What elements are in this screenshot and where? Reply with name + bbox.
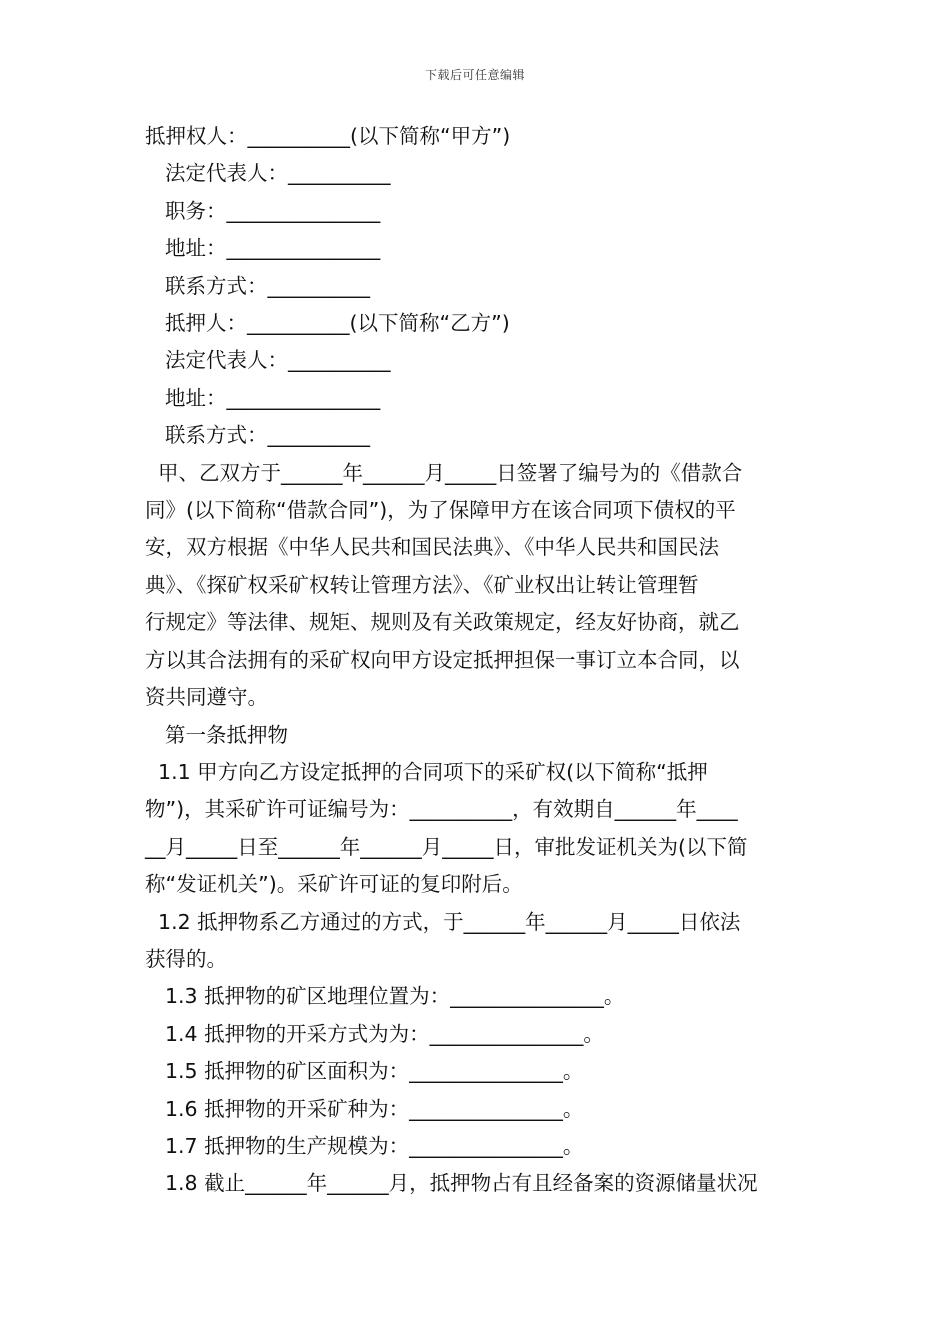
preamble-line: 行规定》等法律、规矩、规则及有关政策规定，经友好协商，就乙 bbox=[145, 610, 740, 635]
clause-1-1-line: 物”)，其采矿许可证编号为：__________，有效期自______年____ bbox=[145, 797, 738, 822]
clause-1-8: 1.8 截止______年______月，抵押物占有且经备案的资源储量状况 bbox=[165, 1171, 758, 1196]
clause-1-4: 1.4 抵押物的开采方式为为：_______________。 bbox=[165, 1021, 604, 1046]
clause-1-1-line: 称“发证机关”)。采矿许可证的复印附后。 bbox=[145, 872, 523, 897]
header-note: 下载后可任意编辑 bbox=[424, 68, 525, 82]
preamble-line: 方以其合法拥有的采矿权向甲方设定抵押担保一事订立本合同，以 bbox=[145, 647, 740, 672]
party-line-position-a: 职务：_______________ bbox=[165, 198, 381, 223]
party-line-contact-a: 联系方式：__________ bbox=[165, 273, 370, 298]
preamble-line: 同》(以下简称“借款合同”)，为了保障甲方在该合同项下债权的平 bbox=[145, 498, 736, 523]
party-line-contact-b: 联系方式：__________ bbox=[165, 423, 370, 448]
clause-1-1-line: 1.1 甲方向乙方设定抵押的合同项下的采矿权(以下简称“抵押 bbox=[145, 759, 708, 784]
clause-1-5: 1.5 抵押物的矿区面积为：_______________。 bbox=[165, 1059, 584, 1084]
clause-1-3: 1.3 抵押物的矿区地理位置为：_______________。 bbox=[165, 984, 625, 1009]
contract-body bbox=[145, 118, 809, 1203]
party-line-address-a: 地址：_______________ bbox=[165, 236, 381, 261]
article-title: 第一条抵押物 bbox=[165, 722, 288, 747]
preamble-line: 典》、《探矿权采矿权转让管理方法》、《矿业权出让转让管理暂 bbox=[145, 572, 699, 597]
party-line-mortgagee: 抵押权人：__________(以下简称“甲方”) bbox=[145, 124, 511, 148]
clause-1-6: 1.6 抵押物的开采矿种为：_______________。 bbox=[165, 1096, 584, 1121]
clause-1-2-line: 1.2 抵押物系乙方通过的方式，于______年______月_____日依法 bbox=[145, 909, 741, 934]
clause-1-2-line: 获得的。 bbox=[145, 946, 227, 971]
preamble-line: 资共同遵守。 bbox=[145, 685, 268, 710]
party-line-address-b: 地址：_______________ bbox=[165, 385, 381, 410]
party-line-mortgagor: 抵押人：__________(以下简称“乙方”) bbox=[165, 311, 510, 336]
party-line-legal-rep-a: 法定代表人：__________ bbox=[165, 161, 391, 186]
clause-1-1-line: __月_____日至______年______月_____日，审批发证机关为(以下简 bbox=[145, 834, 748, 859]
party-line-legal-rep-b: 法定代表人：__________ bbox=[165, 348, 391, 373]
preamble-line: 安，双方根据《中华人民共和国民法典》、《中华人民共和国民法 bbox=[145, 535, 719, 560]
preamble-line: 甲、乙双方于______年______月_____日签署了编号为的《借款合 bbox=[145, 460, 743, 485]
clause-1-7: 1.7 抵押物的生产规模为：_______________。 bbox=[165, 1133, 584, 1158]
